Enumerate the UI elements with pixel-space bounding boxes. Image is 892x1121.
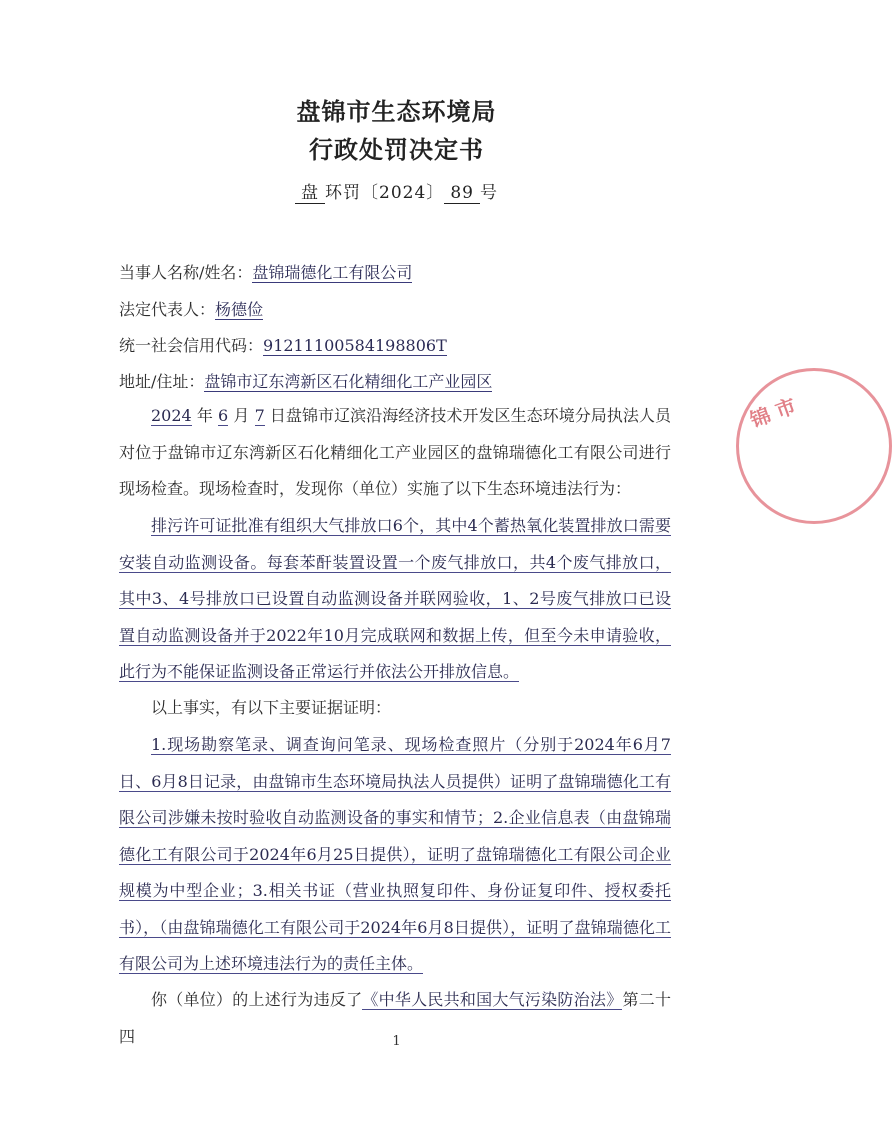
- address-line: [119, 369, 679, 392]
- doc-middle: 环罚〔2024〕: [325, 183, 445, 203]
- violation-paragraph: [119, 508, 671, 691]
- party-name-label: 当事人名称/姓名：: [119, 263, 253, 282]
- evidence-paragraph: [119, 727, 671, 983]
- inspection-year: 2024: [151, 406, 192, 425]
- agency-title: 盘锦市生态环境局: [296, 98, 497, 126]
- inspection-paragraph: [119, 398, 671, 508]
- official-seal: [736, 368, 892, 524]
- violation-text: 排污许可证批准有组织大气排放口6个，其中4个蓄热氧化装置排放口需要安装自动监测设备。每套苯酐装置设置一个废气排放口，共4个废气排放口，其中3、4号排放口已设置自动监测设备并联网验收，1、2号废气排放口已设置自动监测设备并于2022年10月完成联网和数据上传，但至今未申请验收，此行为不能保证监测设备正常运行并依法公开排放信息。: [119, 516, 671, 681]
- inspection-month: 6: [218, 406, 229, 425]
- credit-code-label: 统一社会信用代码：: [119, 336, 264, 355]
- law-text-start: 你（单位）的上述行为违反了: [151, 990, 363, 1009]
- month-unit: 月: [233, 406, 250, 425]
- doc-prefix: 盘: [295, 183, 325, 204]
- evidence-intro: 以上事实，有以下主要证据证明：: [151, 698, 392, 717]
- law-text-end: 第二十四: [119, 990, 671, 1046]
- document-number: [0, 178, 793, 203]
- address-value: 盘锦市辽东湾新区石化精细化工产业园区: [204, 372, 493, 391]
- legal-rep-label: 法定代表人：: [119, 300, 216, 319]
- credit-code-value: 91211100584198806T: [263, 336, 447, 355]
- inspection-text: 日盘锦市辽滨沿海经济技术开发区生态环境分局执法人员对位于盘锦市辽东湾新区石化精细化工产业园区的盘锦瑞德化工有限公司进行现场检查。现场检查时，发现你（单位）实施了以下生态环境违法行为：: [119, 406, 671, 498]
- party-name-value: 盘锦瑞德化工有限公司: [252, 263, 413, 282]
- legal-rep-line: [119, 297, 679, 320]
- page-number: 1: [392, 1034, 401, 1049]
- seal-text: 锦 市: [746, 393, 800, 433]
- inspection-day: 7: [254, 406, 265, 425]
- doc-suffix: 号: [479, 183, 498, 203]
- doc-number-value: 89: [444, 183, 480, 204]
- credit-code-line: [119, 333, 679, 356]
- document-title: 行政处罚决定书: [309, 136, 484, 164]
- law-name: 《中华人民共和国大气污染防治法》: [362, 990, 623, 1009]
- address-label: 地址/住址：: [119, 372, 205, 391]
- year-unit: 年: [196, 406, 213, 425]
- legal-rep-value: 杨德俭: [215, 300, 264, 319]
- party-name-line: [119, 260, 679, 283]
- evidence-text: 1.现场勘察笔录、调查询问笔录、现场检查照片（分别于2024年6月7日、6月8日记录，由盘锦市生态环境局执法人员提供）证明了盘锦瑞德化工有限公司涉嫌未按时验收自动监测设备的事实和情节；2.企业信息表（由盘锦瑞德化工有限公司于2024年6月25日提供），证明了盘锦瑞德化工有限公司企业规模为中型企业；3.相关书证（营业执照复印件、身份证复印件、授权委托书），（由盘锦瑞德化工有限公司于2024年6月8日提供），证明了盘锦瑞德化工有限公司为上述环境违法行为的责任主体。: [119, 735, 671, 973]
